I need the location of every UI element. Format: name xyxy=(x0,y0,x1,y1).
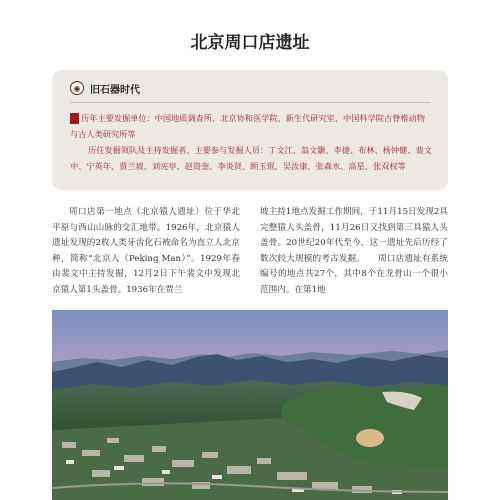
era-header xyxy=(70,80,140,96)
excavation-leaders: 历任发掘领队及主持发掘者、主要参与发掘人员：丁文江、翁文灏、李捷、布林、杨钟健、裴文中、宁英年、贾兰坡、刘宪亭、赵资奎、李炎贤、顾玉珉、吴汝康、张森水、高星、张双权等 xyxy=(70,145,432,171)
page-title: 北京周口店遗址 xyxy=(190,33,310,53)
landscape-illustration xyxy=(52,310,448,500)
info-box xyxy=(52,70,448,190)
seal-icon xyxy=(70,113,79,124)
body-column-right: 坡主持1地点发掘工作期间，于11月15日发现2具完整猿人头盖骨，11月26日又找到第三具猿人头盖骨。20世纪20年代至今，这一遗址先后历经了数次较大规模的考古发掘。 周口店遗址有系统编号的地点共27个，其中8个在龙骨山一个很小范围内。在第1地 xyxy=(260,207,448,295)
body-column-left: 周口店第一地点（北京猿人遗址）位于华北平原与西山山脉的交汇地带。1926年，北京猿人遗址发现的2枚人类牙齿化石被命名为直立人北京种，简称“北京人（Peking Man）”。1929年春由裴文中主持发掘，12月2日下午裴文中发现北京猿人第1头盖骨。1936年在贾兰 xyxy=(52,207,240,295)
site-clearing xyxy=(356,429,384,447)
body-columns xyxy=(52,205,448,300)
era-title: 旧石器时代 xyxy=(90,84,140,96)
box-divider xyxy=(70,102,430,103)
excavation-info xyxy=(70,110,432,174)
excavation-units: 历年主要发掘单位：中国地质调查所、北京协和医学院、新生代研究室、中国科学院古脊椎动物与古人类研究所等 xyxy=(70,113,425,139)
era-icon: ◉ xyxy=(70,81,84,95)
site-aerial-photo xyxy=(52,310,448,500)
